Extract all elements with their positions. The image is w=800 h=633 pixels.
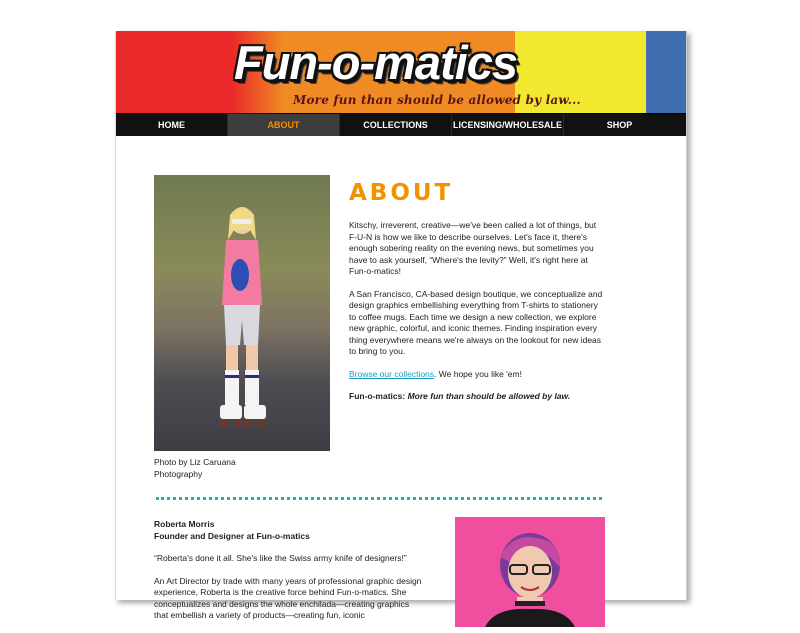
nav-home[interactable]: HOME (116, 114, 228, 136)
nav-licensing-wholesale[interactable]: LICENSING/WHOLESALE (452, 114, 564, 136)
founder-name: Roberta Morris (154, 519, 215, 529)
about-paragraph-1: Kitschy, irreverent, creative—we've been called a lot of things, but F-U-N is how we like to describe ourselves. Let's face it, there's enough sobering reality on the evening news, but sometimes you have to ask yourself, “Where's the levity?” Well, it's right here at Fun-o-matics! (349, 220, 597, 276)
founder-bio (154, 519, 424, 633)
founder-description: An Art Director by trade with many years of professional graphic design experience, Roberta is the creative force behind Fun-o-matics. She conceptualizes and designs the whole enchilada—creating graphics that embellish a variety of products—creating fun, iconic (154, 575, 422, 620)
header-stripe-red (116, 31, 232, 113)
founder-portrait-icon (455, 517, 605, 627)
browse-suffix: . We hope you like 'em! (434, 368, 522, 379)
site-tagline: More fun than should be allowed by law... (293, 93, 581, 107)
about-paragraph-3 (349, 369, 603, 381)
about-closing (349, 391, 603, 403)
founder-quote: “Roberta's done it all. She's like the Swiss army knife of designers!” (154, 553, 407, 563)
header-stripe-blue (646, 31, 686, 113)
founder-portrait-photo (455, 517, 605, 627)
browse-collections-link[interactable]: Browse our collections (349, 368, 435, 379)
about-text (349, 220, 603, 414)
closing-motto: More fun than should be allowed by law. (407, 391, 571, 401)
about-paragraph-2: A San Francisco, CA-based design boutique, we conceptualize and design graphics embellishing everything from T-shirts to stationery to coffee mugs. Each time we design a new collection, we explore new graphic, colorful, and iconic themes. Finding inspiration every thing everywhere means we're always on the lookout for new ideas to bring to you. (349, 288, 603, 356)
nav-shop[interactable]: SHOP (606, 120, 633, 130)
main-nav (116, 113, 686, 136)
section-divider (156, 497, 602, 500)
photo-caption (154, 456, 264, 480)
nav-collections[interactable]: COLLECTIONS (340, 114, 452, 136)
founder-role: Founder and Designer at Fun-o-matics (154, 530, 310, 541)
site-logo[interactable]: Fun-o-matics (234, 36, 518, 89)
closing-brand: Fun-o-matics: (349, 391, 406, 401)
photo-caption-line2: Photography (154, 469, 203, 479)
photo-caption-line1: Photo by Liz Caruana (154, 457, 236, 467)
page-container (115, 31, 687, 620)
nav-about[interactable]: ABOUT (228, 114, 340, 136)
site-header (116, 31, 686, 113)
skater-figure-icon (212, 195, 272, 435)
roller-skater-photo (154, 175, 330, 451)
page-title: ABOUT (349, 180, 454, 206)
